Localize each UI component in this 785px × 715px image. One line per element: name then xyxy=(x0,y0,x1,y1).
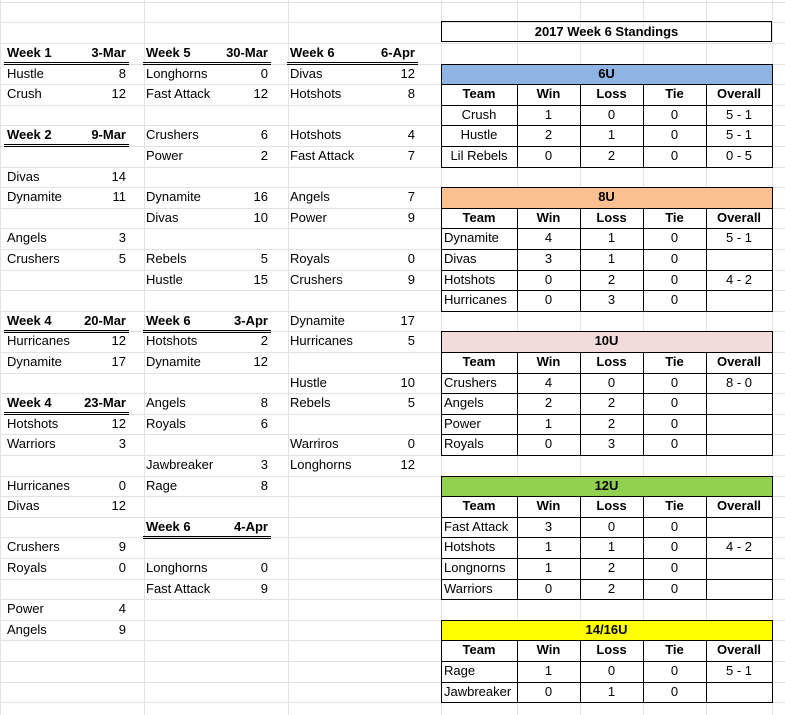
week-date[interactable]: 3-Apr xyxy=(234,313,268,328)
table-row-line xyxy=(441,517,772,518)
team-score[interactable]: 4 xyxy=(407,127,415,142)
week-date[interactable]: 4-Apr xyxy=(234,519,268,534)
standings-team[interactable]: Lil Rebels xyxy=(450,148,508,163)
team-score[interactable]: 16 xyxy=(253,189,268,204)
standings-overall[interactable]: 5 - 1 xyxy=(725,230,752,245)
standings-win[interactable]: 4 xyxy=(544,230,553,245)
team-score[interactable]: 17 xyxy=(111,354,126,369)
table-column-line xyxy=(706,496,707,599)
team-name[interactable]: Power xyxy=(7,601,44,616)
team-name[interactable]: Dynamite xyxy=(7,354,62,369)
team-name[interactable]: Royals xyxy=(7,560,47,575)
team-name[interactable]: Fast Attack xyxy=(146,86,211,101)
standings-win[interactable]: 0 xyxy=(544,292,553,307)
table-row-line xyxy=(441,558,772,559)
table-row-line xyxy=(441,414,772,415)
table-column-line xyxy=(706,208,707,311)
team-score[interactable]: 12 xyxy=(400,457,415,472)
table-row-line xyxy=(441,682,772,683)
team-score[interactable]: 5 xyxy=(407,333,415,348)
standings-team[interactable]: Fast Attack xyxy=(444,519,509,534)
standings-overall[interactable]: 5 - 1 xyxy=(725,663,752,678)
table-column-line xyxy=(643,208,644,311)
standings-team[interactable]: Royals xyxy=(444,436,484,451)
table-row-line xyxy=(441,105,772,106)
column-header-loss[interactable]: Loss xyxy=(596,354,627,369)
standings-win[interactable]: 1 xyxy=(544,663,553,678)
division-title[interactable]: 8U xyxy=(598,189,615,204)
team-name[interactable]: Crushers xyxy=(146,127,199,142)
week-date[interactable]: 3-Mar xyxy=(91,45,126,60)
division-title[interactable]: 12U xyxy=(594,478,619,493)
standings-loss[interactable]: 2 xyxy=(607,560,616,575)
week-date[interactable]: 20-Mar xyxy=(84,313,126,328)
standings-tie[interactable]: 0 xyxy=(670,416,679,431)
division-title[interactable]: 14/16U xyxy=(585,622,628,637)
column-header-loss[interactable]: Loss xyxy=(596,86,627,101)
team-name[interactable]: Rage xyxy=(146,478,178,493)
standings-team[interactable]: Angels xyxy=(444,395,484,410)
team-name[interactable]: Crushers xyxy=(7,539,60,554)
table-column-line xyxy=(517,640,518,702)
column-header-tie[interactable]: Tie xyxy=(665,498,684,513)
team-score[interactable]: 0 xyxy=(118,478,126,493)
gridline-vertical xyxy=(0,0,1,715)
standings-tie[interactable]: 0 xyxy=(670,107,679,122)
team-score[interactable]: 3 xyxy=(118,436,126,451)
standings-tie[interactable]: 0 xyxy=(670,684,679,699)
table-row-line xyxy=(441,661,772,662)
standings-win[interactable]: 0 xyxy=(544,436,553,451)
standings-win[interactable]: 4 xyxy=(544,375,553,390)
standings-team[interactable]: Longnorns xyxy=(444,560,506,575)
column-header-win[interactable]: Win xyxy=(536,642,561,657)
standings-win[interactable]: 1 xyxy=(544,416,553,431)
team-name[interactable]: Hurricanes xyxy=(7,478,70,493)
team-name[interactable]: Crushers xyxy=(290,272,343,287)
column-header-overall[interactable]: Overall xyxy=(716,210,762,225)
team-name[interactable]: Fast Attack xyxy=(146,581,211,596)
team-name[interactable]: Jawbreaker xyxy=(146,457,214,472)
standings-win[interactable]: 1 xyxy=(544,539,553,554)
table-row-line xyxy=(441,393,772,394)
standings-tie[interactable]: 0 xyxy=(670,292,679,307)
week-label[interactable]: Week 6 xyxy=(146,519,191,534)
team-score[interactable]: 10 xyxy=(400,375,415,390)
team-name[interactable]: Hotshots xyxy=(7,416,59,431)
standings-tie[interactable]: 0 xyxy=(670,272,679,287)
team-name[interactable]: Fast Attack xyxy=(290,148,355,163)
team-name[interactable]: Power xyxy=(290,210,327,225)
column-header-overall[interactable]: Overall xyxy=(716,354,762,369)
team-name[interactable]: Angels xyxy=(7,230,47,245)
standings-overall[interactable]: 5 - 1 xyxy=(725,107,752,122)
team-score[interactable]: 0 xyxy=(260,66,268,81)
table-row-line xyxy=(441,208,772,209)
table-row-line xyxy=(441,434,772,435)
team-name[interactable]: Royals xyxy=(290,251,330,266)
standings-tie[interactable]: 0 xyxy=(670,519,679,534)
team-name[interactable]: Hotshots xyxy=(290,127,342,142)
week-date[interactable]: 23-Mar xyxy=(84,395,126,410)
team-name[interactable]: Warriros xyxy=(290,436,339,451)
team-name[interactable]: Hurricanes xyxy=(7,333,70,348)
table-row-line xyxy=(441,537,772,538)
standings-loss[interactable]: 1 xyxy=(607,127,616,142)
team-score[interactable]: 3 xyxy=(260,457,268,472)
team-score[interactable]: 9 xyxy=(118,539,126,554)
standings-team[interactable]: Power xyxy=(444,416,481,431)
column-header-team[interactable]: Team xyxy=(462,642,496,657)
team-name[interactable]: Angels xyxy=(290,189,330,204)
team-score[interactable]: 2 xyxy=(260,148,268,163)
team-score[interactable]: 9 xyxy=(260,581,268,596)
team-score[interactable]: 12 xyxy=(253,354,268,369)
standings-loss[interactable]: 1 xyxy=(607,230,616,245)
column-header-win[interactable]: Win xyxy=(536,210,561,225)
standings-tie[interactable]: 0 xyxy=(670,539,679,554)
standings-team[interactable]: Rage xyxy=(444,663,476,678)
week-date[interactable]: 30-Mar xyxy=(226,45,268,60)
team-name[interactable]: Crushers xyxy=(7,251,60,266)
standings-overall[interactable]: 0 - 5 xyxy=(725,148,752,163)
table-column-line xyxy=(517,352,518,455)
team-name[interactable]: Divas xyxy=(7,498,40,513)
table-column-line xyxy=(706,84,707,167)
team-name[interactable]: Power xyxy=(146,148,183,163)
standings-win[interactable]: 2 xyxy=(544,127,553,142)
table-column-line xyxy=(580,496,581,599)
team-name[interactable]: Dynamite xyxy=(146,189,201,204)
table-column-line xyxy=(706,352,707,455)
team-name[interactable]: Rebels xyxy=(146,251,187,266)
team-score[interactable]: 7 xyxy=(407,189,415,204)
standings-tie[interactable]: 0 xyxy=(670,395,679,410)
standings-loss[interactable]: 0 xyxy=(607,375,616,390)
standings-win[interactable]: 0 xyxy=(544,148,553,163)
standings-team[interactable]: Hurricanes xyxy=(444,292,507,307)
table-row-line xyxy=(441,352,772,353)
team-score[interactable]: 8 xyxy=(118,66,126,81)
team-score[interactable]: 14 xyxy=(111,169,126,184)
team-score[interactable]: 0 xyxy=(407,436,415,451)
standings-title[interactable]: 2017 Week 6 Standings xyxy=(534,24,679,39)
team-score[interactable]: 2 xyxy=(260,333,268,348)
table-column-line xyxy=(580,84,581,167)
column-header-team[interactable]: Team xyxy=(462,498,496,513)
team-name[interactable]: Hurricanes xyxy=(290,333,353,348)
column-header-tie[interactable]: Tie xyxy=(665,210,684,225)
team-score[interactable]: 3 xyxy=(118,230,126,245)
standings-tie[interactable]: 0 xyxy=(670,230,679,245)
team-name[interactable]: Warriors xyxy=(7,436,56,451)
team-name[interactable]: Hustle xyxy=(7,66,44,81)
standings-overall[interactable]: 8 - 0 xyxy=(725,375,752,390)
team-name[interactable]: Hotshots xyxy=(290,86,342,101)
table-row-line xyxy=(441,84,772,85)
gridline-horizontal xyxy=(0,2,785,3)
team-name[interactable]: Dynamite xyxy=(7,189,62,204)
standings-loss[interactable]: 2 xyxy=(607,272,616,287)
standings-team[interactable]: Hustle xyxy=(460,127,498,142)
team-name[interactable]: Divas xyxy=(7,169,40,184)
column-header-win[interactable]: Win xyxy=(536,498,561,513)
team-score[interactable]: 12 xyxy=(400,66,415,81)
week-label[interactable]: Week 4 xyxy=(7,313,52,328)
standings-loss[interactable]: 3 xyxy=(607,292,616,307)
table-row-line xyxy=(441,373,772,374)
team-score[interactable]: 9 xyxy=(407,272,415,287)
standings-team[interactable]: Dynamite xyxy=(444,230,499,245)
week-label[interactable]: Week 6 xyxy=(146,313,191,328)
standings-team[interactable]: Warriors xyxy=(444,581,493,596)
standings-team[interactable]: Jawbreaker xyxy=(444,684,512,699)
gridline-vertical xyxy=(288,0,289,715)
team-score[interactable]: 8 xyxy=(407,86,415,101)
standings-tie[interactable]: 0 xyxy=(670,148,679,163)
standings-tie[interactable]: 0 xyxy=(670,581,679,596)
standings-tie[interactable]: 0 xyxy=(670,663,679,678)
team-score[interactable]: 0 xyxy=(260,560,268,575)
column-header-team[interactable]: Team xyxy=(462,86,496,101)
standings-tie[interactable]: 0 xyxy=(670,375,679,390)
team-score[interactable]: 12 xyxy=(111,416,126,431)
table-column-line xyxy=(643,352,644,455)
team-score[interactable]: 5 xyxy=(118,251,126,266)
table-row-line xyxy=(441,290,772,291)
team-name[interactable]: Dynamite xyxy=(290,313,345,328)
team-score[interactable]: 0 xyxy=(118,560,126,575)
standings-team[interactable]: Divas xyxy=(444,251,477,266)
team-score[interactable]: 10 xyxy=(253,210,268,225)
column-header-team[interactable]: Team xyxy=(462,210,496,225)
table-row-line xyxy=(441,146,772,147)
team-score[interactable]: 8 xyxy=(260,478,268,493)
team-name[interactable]: Divas xyxy=(290,66,323,81)
team-name[interactable]: Longhorns xyxy=(290,457,352,472)
column-header-tie[interactable]: Tie xyxy=(665,354,684,369)
table-column-line xyxy=(580,640,581,702)
table-row-line xyxy=(441,249,772,250)
standings-win[interactable]: 1 xyxy=(544,560,553,575)
column-header-win[interactable]: Win xyxy=(536,354,561,369)
team-score[interactable]: 15 xyxy=(253,272,268,287)
team-name[interactable]: Divas xyxy=(146,210,179,225)
team-name[interactable]: Hustle xyxy=(146,272,183,287)
standings-win[interactable]: 3 xyxy=(544,251,553,266)
standings-team[interactable]: Hotshots xyxy=(444,539,496,554)
standings-tie[interactable]: 0 xyxy=(670,251,679,266)
standings-overall[interactable]: 4 - 2 xyxy=(725,539,752,554)
standings-win[interactable]: 0 xyxy=(544,272,553,287)
column-header-overall[interactable]: Overall xyxy=(716,86,762,101)
standings-team[interactable]: Crushers xyxy=(444,375,497,390)
table-row-line xyxy=(441,640,772,641)
table-column-line xyxy=(517,496,518,599)
division-table-border xyxy=(441,64,773,168)
team-score[interactable]: 4 xyxy=(118,601,126,616)
column-header-overall[interactable]: Overall xyxy=(716,498,762,513)
standings-win[interactable]: 0 xyxy=(544,684,553,699)
standings-win[interactable]: 2 xyxy=(544,395,553,410)
table-row-line xyxy=(441,579,772,580)
standings-win[interactable]: 0 xyxy=(544,581,553,596)
table-row-line xyxy=(441,270,772,271)
standings-loss[interactable]: 0 xyxy=(607,107,616,122)
standings-loss[interactable]: 2 xyxy=(607,416,616,431)
team-name[interactable]: Longhorns xyxy=(146,66,208,81)
team-name[interactable]: Angels xyxy=(7,622,47,637)
week-label[interactable]: Week 2 xyxy=(7,127,52,142)
team-score[interactable]: 8 xyxy=(260,395,268,410)
standings-team[interactable]: Crush xyxy=(461,107,497,122)
table-row-line xyxy=(441,496,772,497)
column-header-loss[interactable]: Loss xyxy=(596,642,627,657)
table-column-line xyxy=(643,84,644,167)
standings-win[interactable]: 1 xyxy=(544,107,553,122)
table-column-line xyxy=(517,84,518,167)
team-score[interactable]: 6 xyxy=(260,127,268,142)
week-label[interactable]: Week 6 xyxy=(290,45,335,60)
standings-win[interactable]: 3 xyxy=(544,519,553,534)
team-name[interactable]: Hotshots xyxy=(146,333,198,348)
column-header-tie[interactable]: Tie xyxy=(665,642,684,657)
team-name[interactable]: Crush xyxy=(7,86,42,101)
column-header-loss[interactable]: Loss xyxy=(596,498,627,513)
standings-loss[interactable]: 1 xyxy=(607,251,616,266)
standings-loss[interactable]: 3 xyxy=(607,436,616,451)
team-score[interactable]: 0 xyxy=(407,251,415,266)
table-column-line xyxy=(580,208,581,311)
team-score[interactable]: 9 xyxy=(407,210,415,225)
standings-loss[interactable]: 0 xyxy=(607,519,616,534)
table-column-line xyxy=(643,640,644,702)
week-label[interactable]: Week 5 xyxy=(146,45,191,60)
standings-loss[interactable]: 2 xyxy=(607,395,616,410)
standings-tie[interactable]: 0 xyxy=(670,436,679,451)
table-column-line xyxy=(643,496,644,599)
standings-overall[interactable]: 4 - 2 xyxy=(725,272,752,287)
team-score[interactable]: 7 xyxy=(407,148,415,163)
column-header-team[interactable]: Team xyxy=(462,354,496,369)
team-name[interactable]: Hustle xyxy=(290,375,327,390)
column-header-tie[interactable]: Tie xyxy=(665,86,684,101)
team-name[interactable]: Dynamite xyxy=(146,354,201,369)
team-score[interactable]: 9 xyxy=(118,622,126,637)
team-name[interactable]: Royals xyxy=(146,416,186,431)
team-name[interactable]: Angels xyxy=(146,395,186,410)
table-row-line xyxy=(441,125,772,126)
column-header-loss[interactable]: Loss xyxy=(596,210,627,225)
standings-loss[interactable]: 2 xyxy=(607,148,616,163)
table-row-line xyxy=(441,228,772,229)
standings-tie[interactable]: 0 xyxy=(670,560,679,575)
team-score[interactable]: 12 xyxy=(111,333,126,348)
team-score[interactable]: 12 xyxy=(111,498,126,513)
header-double-underline xyxy=(143,536,271,539)
team-score[interactable]: 5 xyxy=(260,251,268,266)
standings-loss[interactable]: 1 xyxy=(607,539,616,554)
table-column-line xyxy=(706,640,707,702)
team-score[interactable]: 12 xyxy=(253,86,268,101)
column-header-overall[interactable]: Overall xyxy=(716,642,762,657)
column-header-win[interactable]: Win xyxy=(536,86,561,101)
header-double-underline xyxy=(4,144,129,147)
team-score[interactable]: 5 xyxy=(407,395,415,410)
week-label[interactable]: Week 4 xyxy=(7,395,52,410)
team-score[interactable]: 11 xyxy=(112,189,126,204)
standings-tie[interactable]: 0 xyxy=(670,127,679,142)
standings-overall[interactable]: 5 - 1 xyxy=(725,127,752,142)
table-column-line xyxy=(580,352,581,455)
standings-loss[interactable]: 2 xyxy=(607,581,616,596)
division-title[interactable]: 6U xyxy=(598,66,615,81)
team-score[interactable]: 17 xyxy=(400,313,415,328)
team-score[interactable]: 12 xyxy=(111,86,126,101)
table-column-line xyxy=(517,208,518,311)
team-name[interactable]: Rebels xyxy=(290,395,331,410)
standings-loss[interactable]: 0 xyxy=(607,663,616,678)
team-name[interactable]: Longhorns xyxy=(146,560,208,575)
week-label[interactable]: Week 1 xyxy=(7,45,52,60)
week-date[interactable]: 9-Mar xyxy=(91,127,126,142)
team-score[interactable]: 6 xyxy=(260,416,268,431)
division-title[interactable]: 10U xyxy=(594,333,619,348)
week-date[interactable]: 6-Apr xyxy=(381,45,415,60)
division-table-border xyxy=(441,476,773,600)
standings-team[interactable]: Hotshots xyxy=(444,272,496,287)
standings-loss[interactable]: 1 xyxy=(607,684,616,699)
